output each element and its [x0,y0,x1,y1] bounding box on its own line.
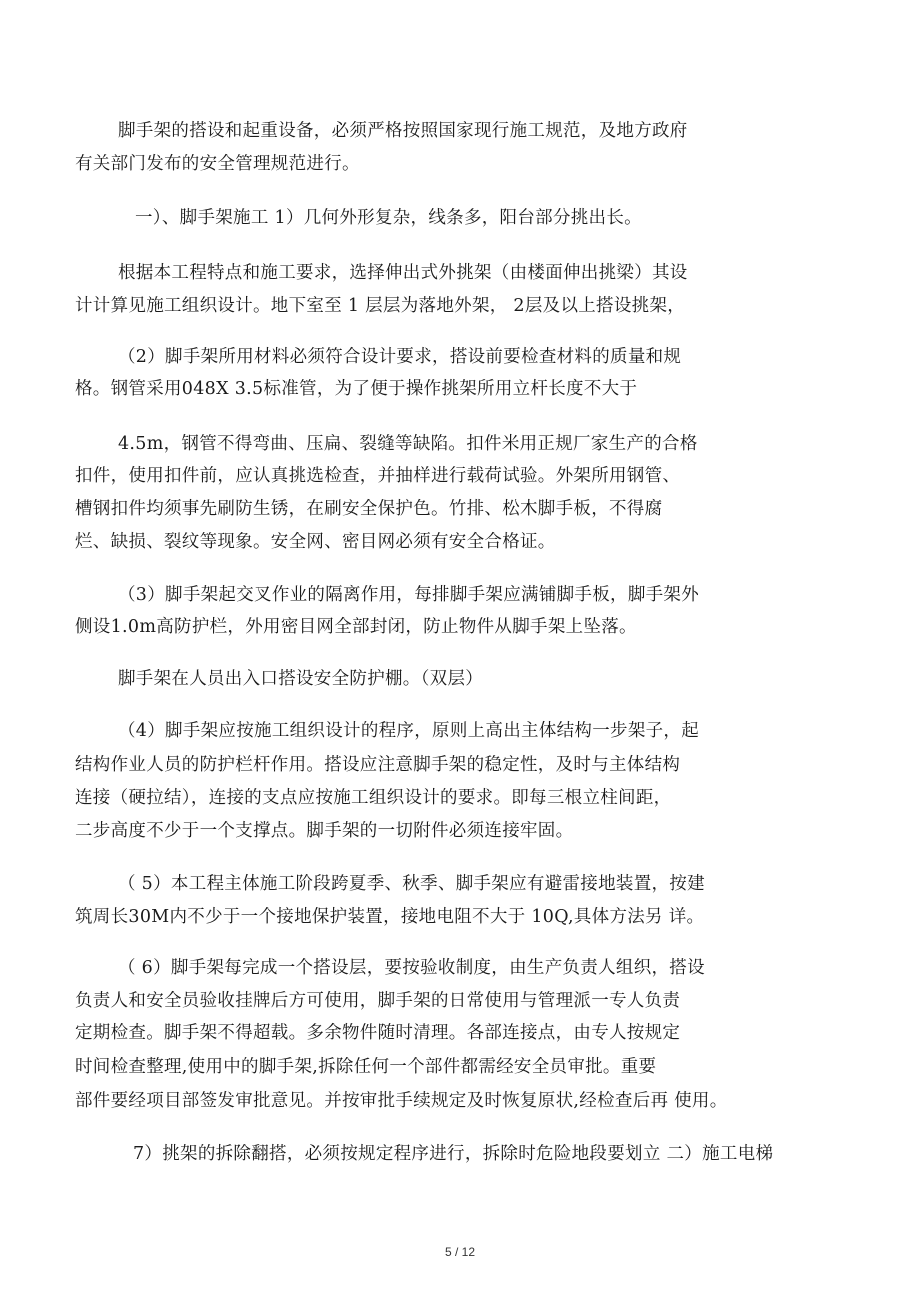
text-line: 烂、缺损、裂纹等现象。安全网、密目网必须有安全合格证。 [75,532,556,552]
text-line: 格。钢管采用048X 3.5标准管，为了便于操作挑架所用立杆长度不大于 [75,379,638,399]
text-line: 脚手架在人员出入口搭设安全防护棚。（双层） [118,669,484,689]
text-line: 时间检查整理,使用中的脚手架,拆除任何一个部件都需经安全员审批。重要 [75,1057,657,1077]
text-line: 扣件，使用扣件前，应认真挑选检查，并抽样进行载荷试验。外架所用钢管、 [75,466,681,486]
text-line: 定期检查。脚手架不得超载。多余物件随时清理。各部连接点，由专人按规定 [75,1023,681,1043]
page-number: 5 / 12 [444,1245,476,1259]
section-heading: 一）、脚手架施工 1）几何外形复杂，线条多，阳台部分挑出长。 [135,208,642,228]
text-line: 有关部门发布的安全管理规范进行。 [75,154,360,174]
text-line: 计计算见施工组织设计。地下室至 1 层层为落地外架， 2层及以上搭设挑架， [75,296,686,316]
text-line: （ 5）本工程主体施工阶段跨夏季、秋季、脚手架应有避雷接地装置，按建 [118,874,705,894]
text-line: 负责人和安全员验收挂牌后方可使用，脚手架的日常使用与管理派一专人负责 [75,991,681,1011]
text-line: 7）挑架的拆除翻搭，必须按规定程序进行，拆除时危险地段要划立 二）施工电梯 [133,1144,774,1164]
text-line: （ 6）脚手架每完成一个搭设层，要按验收制度，由生产负责人组织，搭设 [118,958,705,978]
text-line: 部件要经项目部签发审批意见。并按审批手续规定及时恢复原状,经检查后再 使用。 [75,1091,728,1111]
text-line: 连接（硬拉结），连接的支点应按施工组织设计的要求。即每三根立柱间距， [75,788,672,808]
text-line: 侧设1.0m高防护栏，外用密目网全部封闭，防止物件从脚手架上坠落。 [75,617,637,637]
text-line: 结构作业人员的防护栏杆作用。搭设应注意脚手架的稳定性，及时与主体结构 [75,755,681,775]
text-line: 筑周长30M内不少于一个接地保护装置，接地电阻不大于 10Q,具体方法另 详。 [75,907,705,927]
text-line: 4.5m，钢管不得弯曲、压扁、裂缝等缺陷。扣件米用正规厂家生产的合格 [118,434,698,454]
text-line: （3）脚手架起交叉作业的隔离作用，每排脚手架应满铺脚手板，脚手架外 [118,585,700,605]
text-line: （2）脚手架所用材料必须符合设计要求，搭设前要检查材料的质量和规 [118,347,682,367]
text-line: 二步高度不少于一个支撑点。脚手架的一切附件必须连接牢固。 [75,821,574,841]
text-line: 脚手架的搭设和起重设备，必须严格按照国家现行施工规范，及地方政府 [118,121,688,141]
text-line: （4）脚手架应按施工组织设计的程序，原则上高出主体结构一步架子，起 [118,721,700,741]
text-line: 槽钢扣件均须事先刷防生锈，在刷安全保护色。竹排、松木脚手板，不得腐 [75,499,663,519]
text-line: 根据本工程特点和施工要求，选择伸出式外挑架（由楼面伸出挑梁）其设 [118,263,688,283]
